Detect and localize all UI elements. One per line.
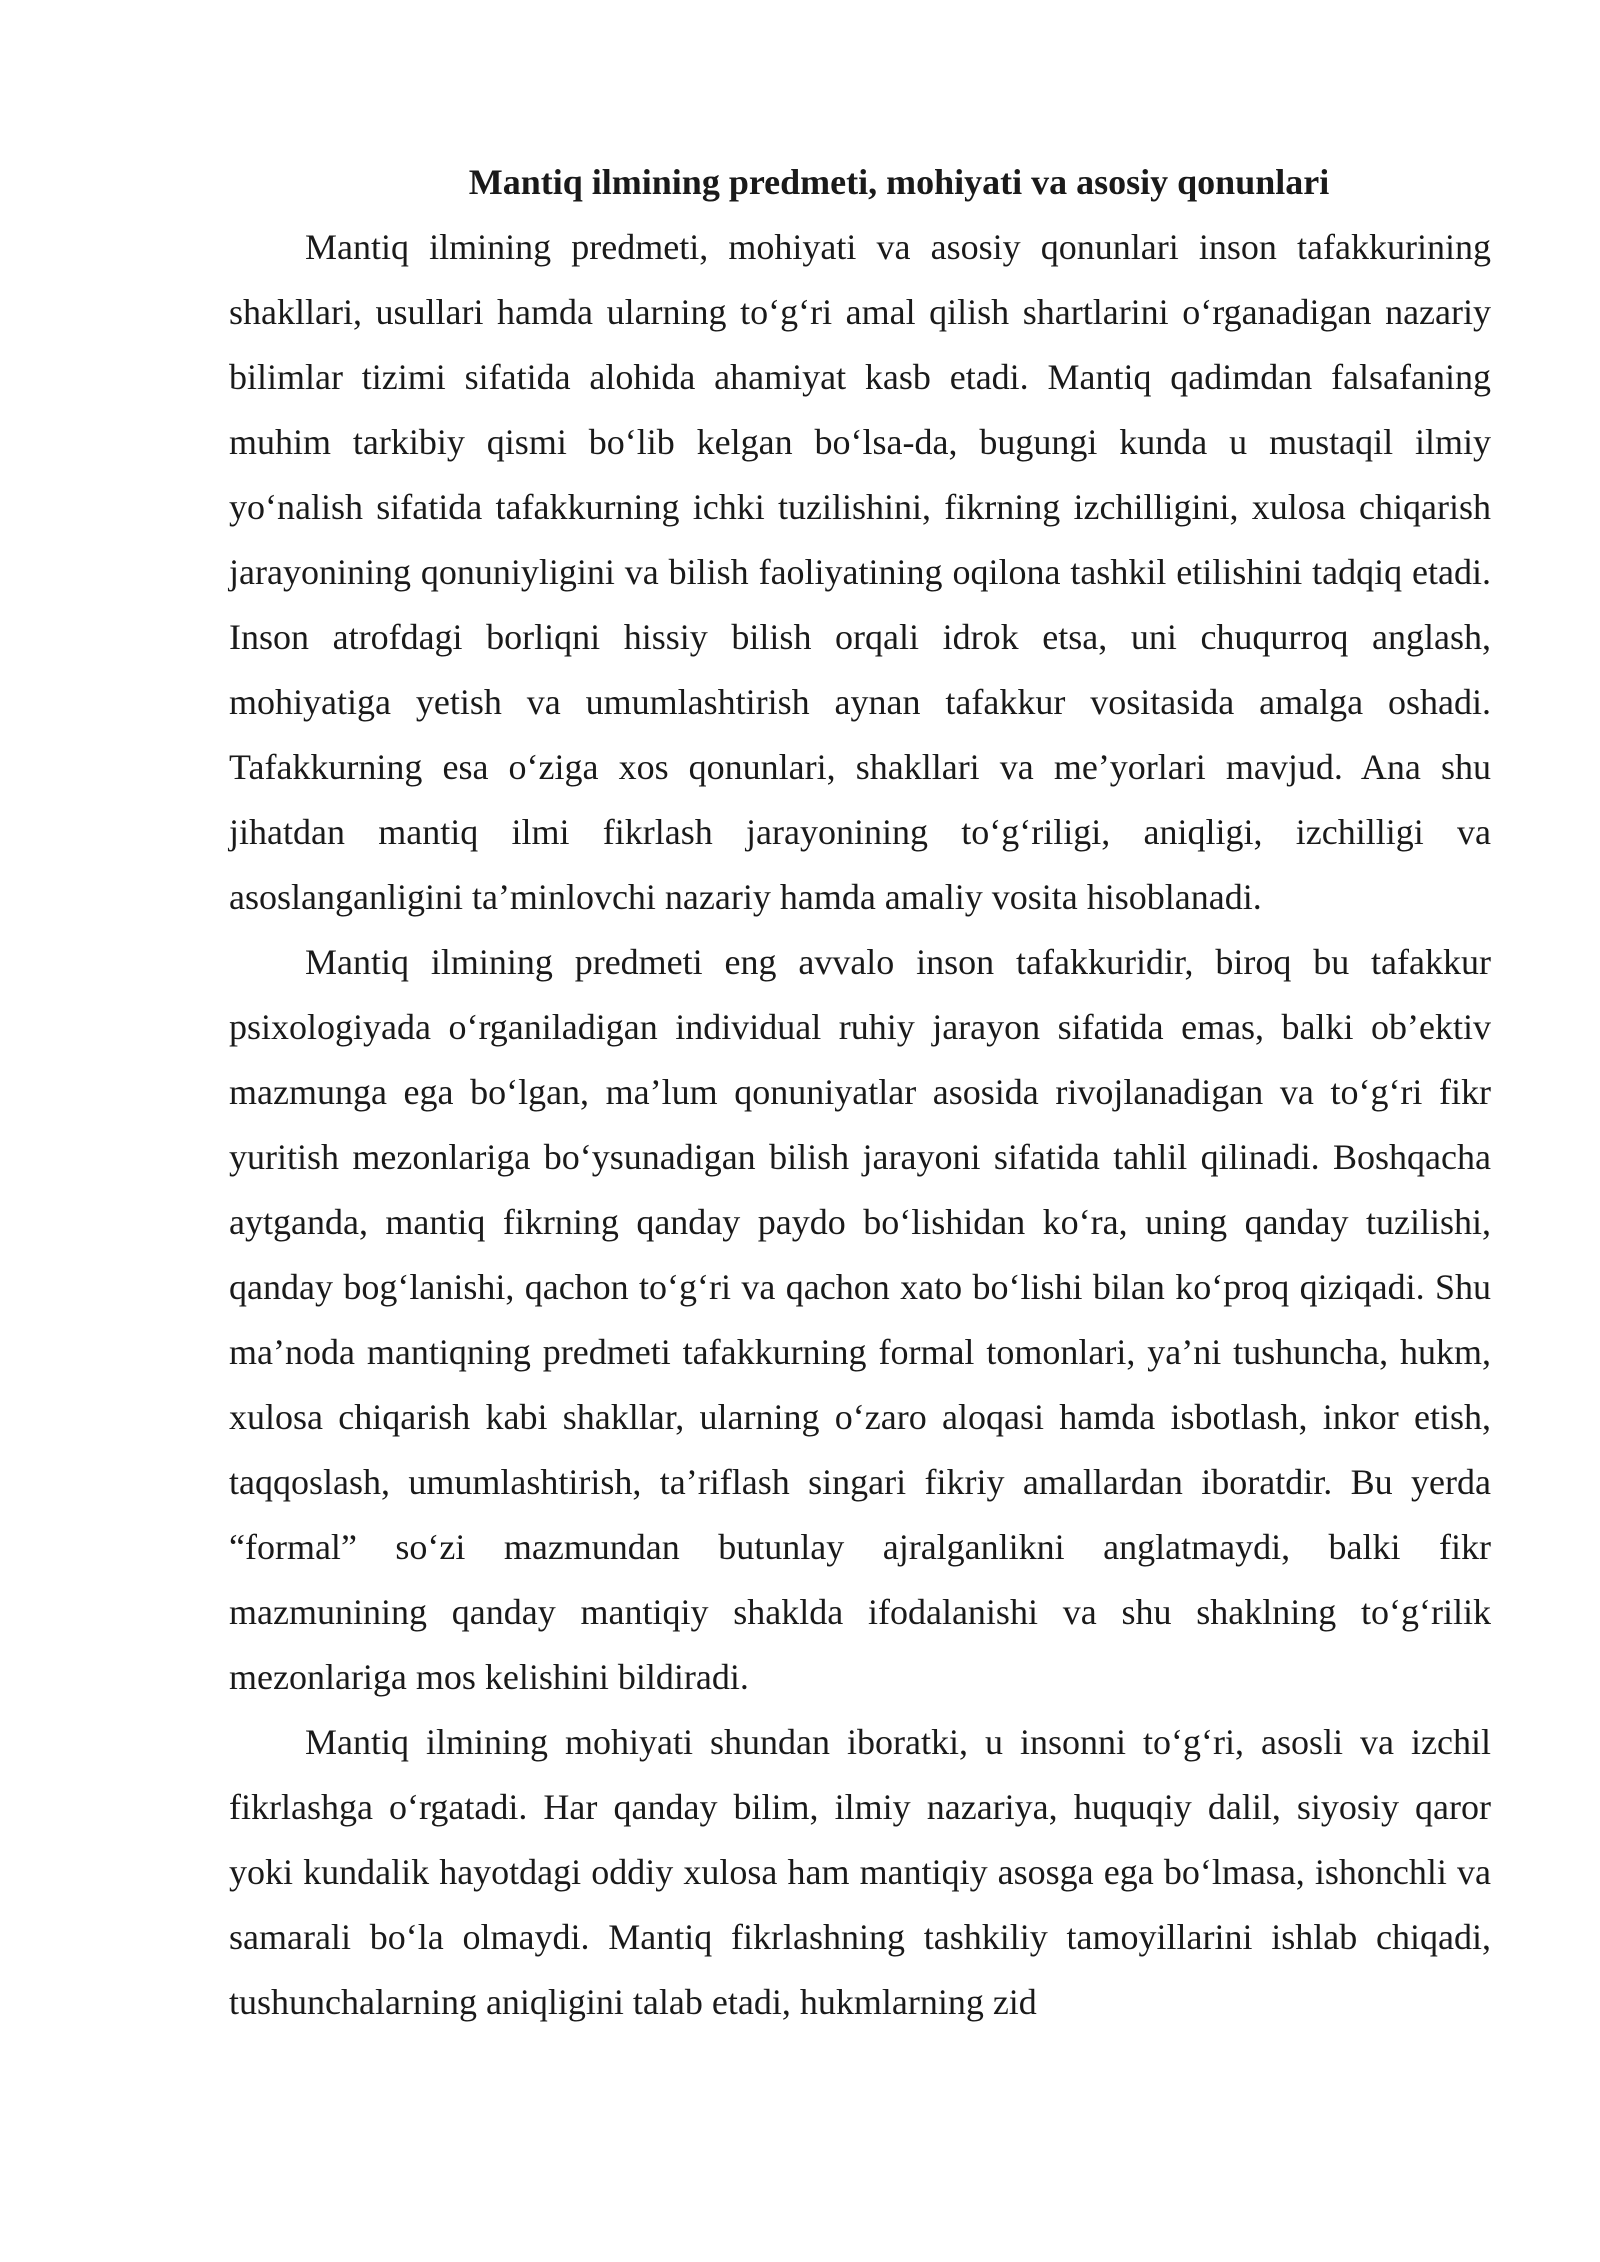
paragraph-predmet: Mantiq ilmining predmeti eng avvalo inson tafakkuridir, biroq bu tafakkur psixologiyada o‘rganiladigan individual ruhiy jarayon sifatida emas, balki ob’ektiv mazmunga ega bo‘lgan, ma’lum qonuniyatlar asosida rivojlanadigan va to‘g‘ri fikr yuritish mezonlariga bo‘ysunadigan bilish jarayoni sifatida tahlil qilinadi. Boshqacha aytganda, mantiq fikrning qanday paydo bo‘lishidan ko‘ra, uning qanday tuzilishi, qanday bog‘lanishi, qachon to‘g‘ri va qachon xato bo‘lishi bilan ko‘proq qiziqadi. Shu ma’noda mantiqning predmeti tafakkurning formal tomonlari, ya’ni tushuncha, hukm, xulosa chiqarish kabi shakllar, ularning o‘zaro aloqasi hamda isbotlash, inkor etish, taqqoslash, umumlashtirish, ta’riflash singari fikriy amallardan iboratdir. Bu yerda “formal” so‘zi mazmundan butunlay ajralganlikni anglatmaydi, balki fikr mazmunining qanday mantiqiy shaklda ifodalanishi va shu shaklning to‘g‘rilik mezonlariga mos kelishini bildiradi. — [229, 942, 1491, 1697]
paragraph-predmet-intro: Mantiq ilmining predmeti, mohiyati va asosiy qonunlari inson tafakkurining shakllari, usullari hamda ularning to‘g‘ri amal qilish shartlarini o‘rganadigan nazariy bilimlar tizimi sifatida alohida ahamiyat kasb etadi. Mantiq qadimdan falsafaning muhim tarkibiy qismi bo‘lib kelgan bo‘lsa-da, bugungi kunda u mustaqil ilmiy yo‘nalish sifatida tafakkurning ichki tuzilishini, fikrning izchilligini, xulosa chiqarish jarayonining qonuniyligini va bilish faoliyatining oqilona tashkil etilishini tadqiq etadi. Inson atrofdagi borliqni hissiy bilish orqali idrok etsa, uni chuqurroq anglash, mohiyatiga yetish va umumlashtirish aynan tafakkur vositasida amalga oshadi. Tafakkurning esa o‘ziga xos qonunlari, shakllari va me’yorlari mavjud. Ana shu jihatdan mantiq ilmi fikrlash jarayonining to‘g‘riligi, aniqligi, izchilligi va asoslanganligini ta’minlovchi nazariy hamda amaliy vosita hisoblanadi. — [229, 227, 1491, 917]
paragraph-mohiyat: Mantiq ilmining mohiyati shundan iboratki, u insonni to‘g‘ri, asosli va izchil fikrlashga o‘rgatadi. Har qanday bilim, ilmiy nazariya, huquqiy dalil, siyosiy qaror yoki kundalik hayotdagi oddiy xulosa ham mantiqiy asosga ega bo‘lmasa, ishonchli va samarali bo‘la olmaydi. Mantiq fikrlashning tashkiliy tamoyillarini ishlab chiqadi, tushunchalarning aniqligini talab etadi, hukmlarning zid — [229, 1722, 1491, 2022]
document-title: Mantiq ilmining predmeti, mohiyati va asosiy qonunlari — [468, 162, 1330, 202]
document-body — [229, 150, 1491, 2035]
